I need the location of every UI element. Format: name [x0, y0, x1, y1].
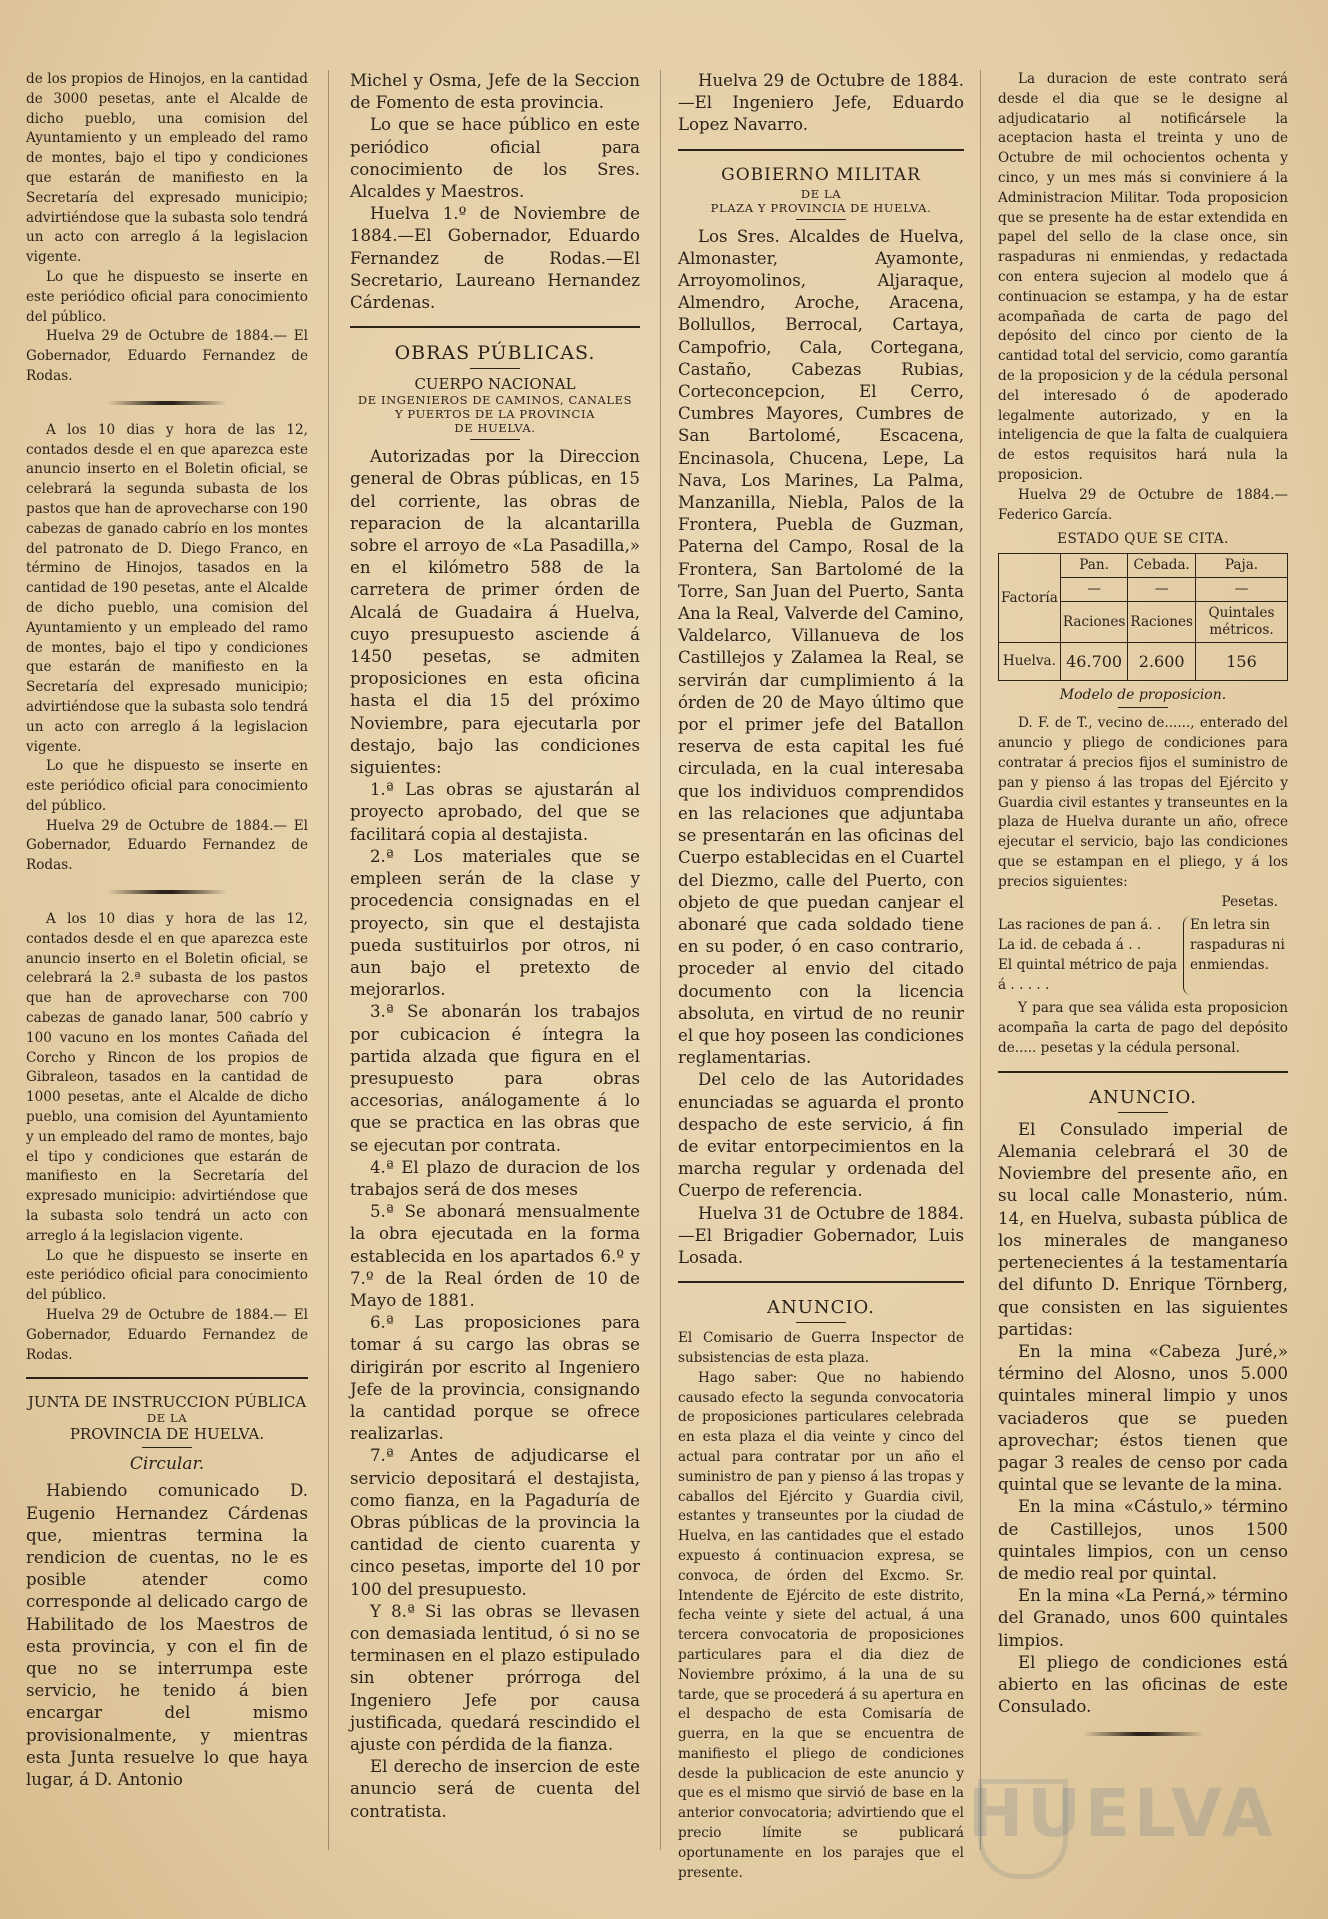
- paragraph: El Comisario de Guerra Inspector de subsistencias de esta plaza.: [678, 1330, 964, 1366]
- section-heading: ANUNCIO.: [767, 1297, 875, 1319]
- short-rule: [796, 1322, 846, 1323]
- condition-item: 1.ª Las obras se ajustarán al proyecto aprobado, del que se facilitará copia al destajista.: [350, 780, 640, 844]
- section-subheading: DE INGENIEROS DE CAMINOS, CANALES: [357, 393, 633, 408]
- column-rule: [328, 70, 329, 1850]
- table-cell: 156: [1195, 643, 1287, 681]
- short-rule: [796, 219, 846, 220]
- price-line: La id. de cebada á . .: [998, 937, 1142, 954]
- paragraph: Hago saber: Que no habiendo causado efecto la segunda convocatoria de proposiciones particulares celebrada en esta plaza el dia veinte y cinco del actual para contratar por un año el suministro de pan y pienso á las tropas y caballos del Ejército y Guardia civil, estantes y transeuntes por la ciudad de Huelva, en las cantidades que el estado expuesto á continuacion expresa, se convoca, de órden del Excmo. Sr. Intendente de Ejército de este distrito, fecha veinte y siete del actual, á una tercera convocatoria de proposiciones particulares para el dia diez de Noviembre próximo, á la una de su tarde, que se procederá á su apertura en el despacho de esta Comisaría de guerra, en la que se encuentra de manifiesto el pliego de condiciones desde la publicacion de este anuncio y que es el mismo que sirvió de base en la anterior convocatoria; advirtiendo que el precio límite se publicará oportunamente en los parajes que el presente.: [678, 1369, 964, 1881]
- section-rule: [678, 149, 964, 151]
- signature: Huelva 29 de Octubre de 1884.— El Gobernador, Eduardo Fernandez de Rodas.: [26, 1307, 308, 1363]
- table-cell: 46.700: [1060, 643, 1128, 681]
- section-subheading: PLAZA Y PROVINCIA DE HUELVA.: [710, 200, 932, 215]
- paragraph: En la mina «Cástulo,» término de Castillejos, unos 1500 quintales limpios, con un censo de medio real por quintal.: [998, 1497, 1288, 1583]
- archive-watermark: [968, 1775, 1277, 1889]
- section-subheading: CUERPO NACIONAL: [414, 375, 576, 394]
- table-header: Quintales métricos.: [1195, 602, 1287, 643]
- paragraph: A los 10 dias y hora de las 12, contados desde el en que aparezca este anuncio inserto en el Boletin oficial, se celebrará la 2.ª subasta de los pastos que han de aprovecharse con 700 cabezas de ganado lanar, 500 cabrío y 100 vacuno en los montes Cañada del Corcho y Rincon de los propios de Gibraleon, tasados en la cantidad de 1000 pesetas, ante el Alcalde de dicho pueblo, una comision del Ayuntamiento y un empleado del ramo de montes, bajo el tipo y condiciones que estarán de manifiesto en la Secretaría del expresado municipio: advirtiéndose que la subasta solo tendrá un acto con arreglo á la legislacion vigente.: [26, 911, 308, 1244]
- separator-ornament: [107, 401, 227, 405]
- prices-labels: [998, 916, 1183, 995]
- table-header: Pan.: [1060, 554, 1128, 578]
- condition-item: 6.ª Las proposiciones para tomar á su cargo las obras se dirigirán por escrito al Ingeniero Jefe de la provincia, consignando la cantidad porque se ofrece realizarlas.: [350, 1313, 640, 1444]
- table-header: —: [1128, 578, 1196, 602]
- table-header: Paja.: [1195, 554, 1287, 578]
- watermark-word: HUELVA: [968, 1775, 1277, 1852]
- paragraph: Autorizadas por la Direccion general de Obras públicas, en 15 del corriente, las obras de reparacion de la alcantarilla sobre el arroyo de «La Pasadilla,» en el kilómetro 588 de la carretera de primer órden de Alcalá de Guadaira á Huelva, cuyo presupuesto asciende á 1450 pesetas, se admiten proposiciones en esta oficina hasta el dia 15 del próximo Noviembre, para ejecutarla por destajo, bajo las condiciones siguientes:: [350, 447, 640, 778]
- separator-ornament: [1083, 1732, 1203, 1736]
- section-subheading: DE LA: [146, 1411, 188, 1426]
- paragraph: La duracion de este contrato será desde el dia que se le designe al adjudicatario al notificársele la aceptacion hasta el treinta y uno de Octubre de mil ochocientos ochenta y cinco, y un mes más si conviniere á la Administracion Militar. Toda proposicion que se presente ha de estar extendida en papel del sello de la clase once, sin raspaduras ni enmiendas, y redactada con entera sujecion al modelo que á continuacion se estampa, y ha de estar acompañada de carta de pago del depósito del cinco por ciento de la cantidad total del servicio, como garantía de la proposicion y de la cédula personal del interesado ó de apoderado legalmente autorizado, y en la inteligencia de que la falta de cualquiera de estos requisitos hará nula la proposicion.: [998, 71, 1288, 483]
- paragraph: Lo que he dispuesto se inserte en este periódico oficial para conocimiento del público.: [26, 1247, 308, 1304]
- paragraph: Lo que he dispuesto se inserte en este periódico oficial para conocimiento del público.: [26, 268, 308, 325]
- short-rule: [470, 368, 520, 369]
- condition-item: 4.ª El plazo de duracion de los trabajos será de dos meses: [350, 1157, 640, 1199]
- paragraph: Del celo de las Autoridades enunciadas se aguarda el pronto despacho de este servicio, á fin de evitar entorpecimientos en la marcha regular y ordenada del Cuerpo de referencia.: [678, 1070, 964, 1201]
- table-cell: 2.600: [1128, 643, 1196, 681]
- column-3: [678, 70, 964, 1881]
- table-header: —: [1195, 578, 1287, 602]
- section-rule: [350, 326, 640, 328]
- paragraph: El derecho de insercion de este anuncio será de cuenta del contratista.: [350, 1757, 640, 1821]
- separator-ornament: [107, 890, 227, 894]
- condition-item: 5.ª Se abonará mensualmente la obra ejecutada en la forma establecida en los apartados 6.º y 7.º de la Real órden de 10 de Mayo de 1881.: [350, 1202, 640, 1310]
- section-subheading: Y PUERTOS DE LA PROVINCIA: [394, 407, 595, 422]
- signature: Huelva 29 de Octubre de 1884. —El Ingeniero Jefe, Eduardo Lopez Navarro.: [678, 71, 964, 135]
- section-rule: [26, 1377, 308, 1379]
- paragraph: Lo que he dispuesto se inserte en este periódico oficial para conocimiento del público.: [26, 758, 308, 814]
- column-rule: [980, 70, 981, 1850]
- section-subheading: DE LA: [800, 186, 842, 201]
- signature: Huelva 29 de Octubre de 1884.— Federico García.: [998, 486, 1288, 523]
- paragraph: En la mina «Cabeza Juré,» término del Alosno, unos 5.000 quintales mineral limpio y unos vaciaderos que se pueden aprovechar; éstos tienen que pagar 3 reales de censo por cada quintal que se levante de la mina.: [998, 1341, 1288, 1495]
- column-rule: [660, 70, 661, 1850]
- signature: Huelva 31 de Octubre de 1884. —El Brigadier Gobernador, Luis Losada.: [678, 1203, 964, 1267]
- signature: Huelva 29 de Octubre de 1884.— El Gobernador, Eduardo Fernandez de Rodas.: [26, 328, 308, 384]
- condition-item: 7.ª Antes de adjudicarse el servicio depositará el destajista, como fianza, en la Pagaduría de Obras públicas de la provincia la cantidad de ciento cuarenta y cinco pesetas, importe del 10 por 100 del presupuesto.: [350, 1446, 640, 1599]
- section-heading: GOBIERNO MILITAR: [721, 164, 921, 185]
- short-rule: [142, 1447, 192, 1448]
- table-header: —: [1060, 578, 1128, 602]
- paragraph: A los 10 dias y hora de las 12, contados desde el en que aparezca este anuncio inserto en el Boletin oficial, se celebrará la segunda subasta de los pastos que han de aprovecharse con 190 cabezas de ganado cabrío en los montes del patronato de D. Diego Franco, en término de Hinojos, tasados en la cantidad de 190 pesetas, ante el Alcalde de dicho pueblo, una comision del Ayuntamiento y un empleado del ramo de montes, bajo el tipo y condiciones que estarán de manifiesto en la Secretaría del expresado municipio; advirtiéndose que la subasta solo tendrá un acto con arreglo á la legislacion vigente.: [26, 421, 308, 755]
- section-heading: ANUNCIO.: [1089, 1086, 1197, 1108]
- supply-table: [998, 553, 1288, 681]
- section-rule: [998, 1071, 1288, 1073]
- paragraph: Y para que sea válida esta proposicion acompaña la carta de pago del depósito de..... pesetas y la cédula personal.: [998, 1000, 1288, 1057]
- paragraph: Los Sres. Alcaldes de Huelva, Almonaster, Ayamonte, Arroyomolinos, Aljaraque, Almendro, Aroche, Aracena, Bollullos, Berrocal, Cartaya, Campofrio, Cala, Cortegana, Castaño, Cabezas Rubias, Corteconcepcion, El Cerro, Cumbres Mayores, Cumbres de San Bartolomé, Escacena, Encinasola, Chucena, Lepe, La Nava, Los Marines, La Palma, Manzanilla, Niebla, Palos de la Frontera, Puebla de Guzman, Paterna del Campo, Rosal de la Frontera, San Bartolomé de la Torre, San Juan del Puerto, Santa Ana la Real, Valverde del Camino, Valdelarco, Villanueva de los Castillejos y Zalamea la Real, se servirán dar cumplimiento á la órden de 20 de Mayo último que por el primer jefe del Batallon reserva de esta capital les fué circulada, en la cual interesaba que los individuos comprendidos en las relaciones que adjuntaba se presentarán en las oficinas del Cuerpo establecidas en el Cuartel del Diezmo, calle del Puerto, con objeto de que puedan canjear el abonaré que cada soldado tiene en su poder, ó en caso contrario, proceder al envio del citado documento con la licencia absoluta, en virtud de no reunir el que hoy poseen las condiciones reglamentarias.: [678, 226, 964, 1068]
- condition-item: 3.ª Se abonarán los trabajos por cubicacion é íntegra la partida alzada que figura en el presupuesto para obras accesorias, análogamente á lo que se practica en las obras que se ejecutan por contrata.: [350, 1002, 640, 1155]
- table-header: Factoría: [999, 554, 1061, 643]
- short-rule: [1118, 707, 1168, 708]
- column-4: [998, 70, 1288, 1870]
- table-row: [999, 643, 1288, 681]
- prices-header: Pesetas.: [1221, 893, 1278, 910]
- table-header: Raciones: [1060, 602, 1128, 643]
- section-rule: [678, 1281, 964, 1283]
- section-subheading: DE HUELVA.: [454, 421, 536, 436]
- paragraph: Michel y Osma, Jefe de la Seccion de Fomento de esta provincia.: [350, 71, 640, 113]
- price-line: El quintal métrico de paja á . . . . .: [998, 956, 1177, 993]
- paragraph: Habiendo comunicado D. Eugenio Hernandez Cárdenas que, mientras termina la rendicion de cuentas, no le es posible atender como corresponde al delicado cargo de Habilitado de los Maestros de esta provincia, y con el fin de que no se interrumpa este servicio, he tenido á bien encargar del mismo provisionalmente, y mientras esta Junta resuelve lo que haya lugar, á D. Antonio: [26, 1481, 308, 1790]
- section-subheading: PROVINCIA DE HUELVA.: [69, 1425, 265, 1444]
- table-cell: Huelva.: [999, 643, 1061, 681]
- table-header-row: [999, 554, 1288, 578]
- paragraph: de los propios de Hinojos, en la cantidad de 3000 pesetas, ante el Alcalde de dicho pueblo, una comision del Ayuntamiento y un empleado del ramo de montes, bajo el tipo y condiciones que estarán de manifiesto en la Secretaría del expresado municipio; advirtiéndose que la subasta solo tendrá un acto con arreglo á la legislacion vigente.: [26, 71, 308, 266]
- condition-item: 2.ª Los materiales que se empleen serán de la clase y procedencia consignadas en el proyecto, sin que el destajista pueda sustituirlos por otros, ni aun bajo el pretexto de mejorarlos.: [350, 846, 640, 1000]
- column-2: [350, 70, 640, 1870]
- paragraph: El pliego de condiciones está abierto en las oficinas de este Consulado.: [998, 1652, 1288, 1717]
- model-title: Modelo de proposicion.: [1059, 687, 1227, 704]
- condition-item: Y 8.ª Si las obras se llevasen con demasiada lentitud, ó si no se terminasen en el plazo estipulado sin obtener prórroga del Ingeniero Jefe por causa justificada, quedará rescindido el ajuste con pérdida de la fianza.: [350, 1601, 640, 1755]
- price-note: En letra sin raspaduras ni enmiendas.: [1183, 916, 1288, 995]
- prices-block: [998, 916, 1288, 995]
- signature: Huelva 29 de Octubre de 1884.— El Gobernador, Eduardo Fernandez de Rodas.: [26, 817, 308, 874]
- table-header: Cebada.: [1128, 554, 1196, 578]
- table-title: ESTADO QUE SE CITA.: [1057, 531, 1229, 548]
- paragraph: D. F. de T., vecino de......, enterado del anuncio y pliego de condiciones para contratar á precios fijos el suministro de pan y pienso á las tropas del Ejército y Guardia civil estantes y transeuntes en la plaza de Huelva durante un año, ofrece ejecutar el servicio, bajo las condiciones que se estampan en el pliego, y á los precios siguientes:: [998, 715, 1288, 890]
- table-header: Raciones: [1128, 602, 1196, 643]
- short-rule: [1118, 1112, 1168, 1113]
- section-heading: JUNTA DE INSTRUCCION PÚBLICA: [27, 1393, 307, 1412]
- paragraph: En la mina «La Perná,» término del Granado, unos 600 quintales limpios.: [998, 1586, 1288, 1650]
- short-rule: [470, 439, 520, 440]
- column-1: [26, 70, 308, 1870]
- paragraph: Lo que se hace público en este periódico oficial para conocimiento de los Sres. Alcaldes y Maestros.: [350, 115, 640, 202]
- signature: Huelva 1.º de Noviembre de 1884.—El Gobernador, Eduardo Fernandez de Rodas.—El Secretario, Laureano Hernandez Cárdenas.: [350, 204, 640, 313]
- paragraph: El Consulado imperial de Alemania celebrará el 30 de Noviembre del presente año, en su local calle Monasterio, núm. 14, en Huelva, subasta pública de los minerales de manganeso pertenecientes á la testamentaría del difunto D. Enrique Törnberg, que consisten en las siguientes partidas:: [998, 1119, 1288, 1339]
- price-line: Las raciones de pan á. .: [998, 917, 1162, 934]
- circular-title: Circular.: [129, 1454, 205, 1475]
- section-heading: OBRAS PÚBLICAS.: [394, 342, 596, 365]
